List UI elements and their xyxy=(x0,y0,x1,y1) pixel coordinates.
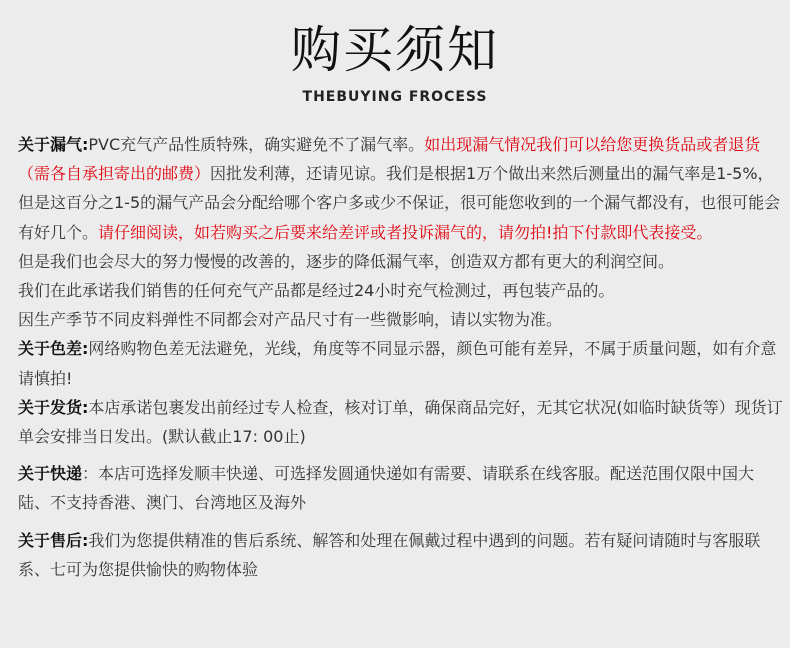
express-text: ：本店可选择发顺丰快递、可选择发圆通快递如有需要、请联系在线客服。配送范围仅限中国大陆、不支持香港、澳门、台湾地区及海外 xyxy=(18,464,755,513)
express-label: 关于快递 xyxy=(18,464,83,484)
leak-label: 关于漏气: xyxy=(18,135,89,154)
aftersale-text: 我们为您提供精准的售后系统、解答和处理在佩戴过程中遇到的问题。若有疑问请随时与客服联系、七可为您提供愉快的购物体验 xyxy=(18,530,761,579)
notice-body xyxy=(18,130,784,584)
color-label: 关于色差: xyxy=(18,339,89,359)
section-gap xyxy=(18,451,784,459)
leak-section xyxy=(18,130,784,247)
aftersale-section xyxy=(18,526,784,584)
shipping-label: 关于发货: xyxy=(18,397,89,417)
shipping-text: 本店承诺包裹发出前经过专人检查，核对订单，确保商品完好，无其它状况(如临时缺货等）现货订单会安排当日发出。(默认截止17: 00止) xyxy=(18,397,783,447)
leak-text-1: PVC充气产品性质特殊，确实避免不了漏气率。 xyxy=(88,135,425,154)
shipping-section xyxy=(18,393,784,451)
section-gap xyxy=(18,518,784,526)
color-section xyxy=(18,334,784,392)
page-subtitle: THEBUYING FROCESS xyxy=(302,89,488,105)
page-title: 购买须知 xyxy=(291,21,499,79)
aftersale-label: 关于售后: xyxy=(18,530,89,550)
promise-paragraph: 我们在此承诺我们销售的任何充气产品都是经过24小时充气检测过，再包装产品的。 xyxy=(18,281,615,301)
size-paragraph: 因生产季节不同皮料弹性不同都会对产品尺寸有一些微影响，请以实物为准。 xyxy=(18,310,563,330)
leak-highlight-2: 请仔细阅读，如若购买之后要来给差评或者投诉漏气的，请勿拍!拍下付款即代表接受。 xyxy=(98,222,713,242)
color-text: 网络购物色差无法避免，光线，角度等不同显示器，颜色可能有差异，不属于质量问题，如有介意请慎拍! xyxy=(18,339,777,388)
leak-text-2: 因批发利薄，还请见谅。我们是根据1万个做出来然后测量出的漏气率是1-5%，但是这百分之1-5的漏气产品会分配给哪个客户多或少不保证，很可能您收到的一个漏气都没有，也很可能会有好几个。 xyxy=(18,164,781,242)
express-section xyxy=(18,459,784,517)
leak-highlight-1: 如出现漏气情况我们可以给您更换货品或者退货（需各自承担寄出的邮费） xyxy=(18,135,761,184)
improvement-paragraph: 但是我们也会尽大的努力慢慢的改善的，逐步的降低漏气率，创造双方都有更大的利润空间。 xyxy=(18,251,675,271)
